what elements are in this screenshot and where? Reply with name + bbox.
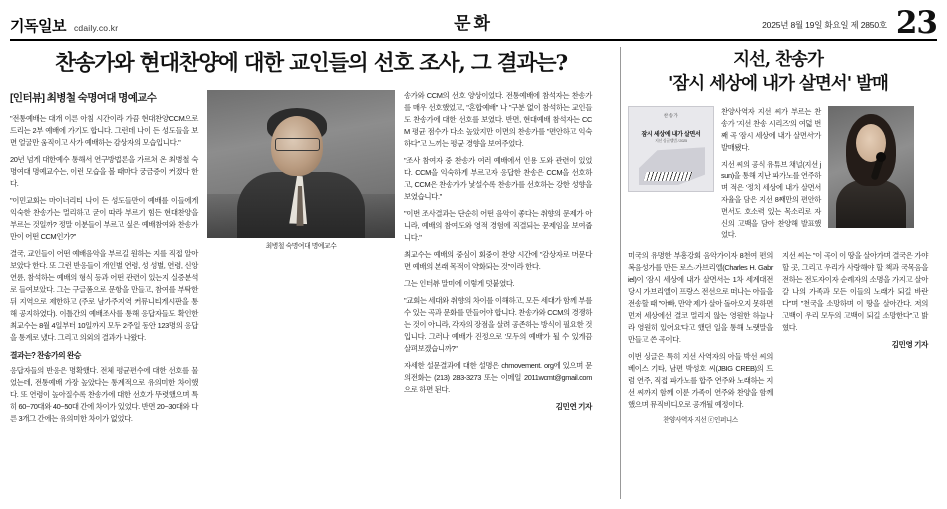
- right-intro-column: [721, 106, 821, 246]
- interview-tag: [인터뷰] 최병철 숙명여대 명예교수: [10, 91, 157, 104]
- right-headline-line2: '잠시 세상에 내가 살면서' 발매: [668, 73, 888, 94]
- left-article: [10, 47, 620, 499]
- paragraph: "이번 조사결과는 단순히 어떤 음악이 좋다는 취향의 문제가 아니라, 예배의 참여도와 영적 경험에 직결되는 문제임을 보여줍니다.": [404, 208, 592, 242]
- paragraph: 결국, 교인들이 어떤 예배음악을 부르길 원하는 지를 직접 알아보았다 한다. 또 그런 반응들이 개인별 연령, 성 성별, 연령, 신앙 연륜, 참석하는 예배의 형식 등과 어떤 관련이 있는지 실증분석로 들여보았다. 그는 구글폼으로 문항을 만들고, 참여를 부탁한 뒤 지역으로 제한하고 (주로 남가주지역 커뮤니티게시판을 통해 공지하였다). 이틀간의 예배조사를 통해 응답자들도 확인한 최교수는 8월 4일부터 10일까지 모두 2주일 동안 123명의 응답을 통계로 냈다. 그리고 의외의 결과가 나왔다.: [10, 248, 198, 342]
- paragraph: "교회는 세대와 취향의 차이를 이해하고, 모든 세대가 함께 부를 수 있는 곡과 문화를 만들어야 합니다. 찬송가와 CCM의 경쟁하는 것이 아니라, 각자의 장점을 살려 공존하는 방식이 필요한 것입니다. 그러나 예배가 진정으로 '모두의 예배'가 될 수 있게끔 살펴보겠습니까?": [404, 295, 592, 353]
- paragraph: 그는 인터뷰 말미에 이렇게 덧붙였다.: [404, 278, 515, 288]
- right-column-1: [628, 250, 773, 426]
- page-body: [10, 47, 937, 499]
- masthead: [10, 4, 937, 41]
- paragraph: 최교수는 예배의 중심이 회중이 찬양 시간에 "감상자로 머문다면 예배의 본래 목적이 약화되는 것"이라 한다.: [404, 249, 592, 271]
- right-intro-text: [721, 106, 821, 241]
- paragraph: "조사 참여자 중 찬송가 여러 예배에서 인용 도와 관련이 있었다. CCM을 익숙하게 부르고자 응답한 찬송은 CCM을 선호하고, CCM은 찬송가가 낯설수록 찬송가를 선호하는 강한 성향을 보였습니다.": [404, 155, 592, 201]
- right-headline: [628, 49, 928, 96]
- paragraph: 지선 씨의 공식 유튜브 채널(지선 jsun)을 통해 지난 파가노를 연주하며 적은 '정치 세상에 내가 살면서 자율을 담은 지선 8째만의 편안하면서도 호소력 있는 목소리로 자신의 고백을 담아 찬양해 발표했었다.: [721, 159, 821, 240]
- singer-photo-caption: 찬양사역자 지선 ⓒ인퍼니스: [663, 416, 738, 424]
- right-photo-group: [628, 106, 928, 246]
- paragraph: 20년 넘게 대한예수 통해서 연구방법론을 가르쳐 온 최병철 숙명여대 명예교수는, 이런 모습을 볼 때마다 궁금증이 커졌다 한다.: [10, 154, 198, 188]
- right-column-2: [782, 250, 928, 426]
- paragraph: "이민교회는 마이너리티 나이 든 성도들만이 예배를 이들에게 익숙한 찬송가는 멀리하고 굳이 따라 부르기 힘든 현대찬양을 부르는 것일까? 정말 이분들이 부르고 싶은 예배참여와 찬송가만이 어떤 CCM인가?": [10, 195, 198, 241]
- masthead-divider: [10, 39, 937, 41]
- left-column-3: [404, 90, 592, 430]
- section-title: 문화: [454, 14, 493, 34]
- paragraph: 자세한 설문결과에 대한 설명은 chmovement. org에 있으며 문의전화는 (213) 283-3273 또는 이메일 2011wcmt@gmail.com으로 하면 된다.: [404, 360, 592, 394]
- paragraph: 송가와 CCM의 선호 양상이었다. 전통예배에 참석자는 찬송가를 매우 선호했었고, "혼합예배" 나 "구분 없이 참석하는 교인들도 찬송가에 대한 선호를 보였다. 반면, 현대예배 참석자는 CCM 평균 점수가 다소 높았지만 이면의 찬송가를 "편안하고 익숙하다"고 느끼는 평균 경향을 보여주었다.: [404, 90, 592, 148]
- album-cover-photo: [628, 106, 714, 192]
- left-column-1: [10, 90, 198, 430]
- page-number: 23: [895, 4, 937, 41]
- paragraph: 미국의 유명한 부흥강회 음악가이자 8천여 편의 복음성가를 만든 로스·가브리엘(Charles H. Gabriel)이 '잠시 세상에 내가 살면서는 1차 세계대전 당시 가브리엘이 프랑스 전선으로 떠나는 아들을 전송할 때 "아빠, 만약 제가 살아 돌아오지 못하면 먼저 세상에선 결코 멀리지 않는 영원한 하늘나라 영원히 있어요'다고 했던 일을 통해 노랫말을 만들고 쓴 곡이다.: [628, 251, 773, 345]
- issue-date: 2025년 8월 19일 화요일 제 2850호: [762, 20, 887, 30]
- left-columns: [10, 90, 612, 430]
- left-headline: 찬송가와 현대찬양에 대한 교인들의 선호 조사, 그 결과는?: [55, 51, 567, 76]
- paragraph: "전통예배는 대개 이른 아침 시간이라 가끔 현대찬양CCM으로 드리는 2부 예배에 가기도 합니다. 그런데 나이 든 성도들을 보면 얼굴만 움직이고 사가 예배하는 감상자의 모습입니다.": [10, 113, 198, 147]
- singer-photo-wrap: [828, 106, 914, 246]
- left-byline: 김민연 기자: [555, 401, 592, 411]
- publication-logo: 기독일보: [10, 17, 66, 35]
- paragraph: 지선 씨는 "이 곡이 이 땅을 살아가며 결국은 가야 할 곳, 그리고 우리가 사랑해야 할 책과 국목음을 전하는 전도자이자 순례자의 소명을 가지고 살아갈 나의 가족과 모든 이들의 노래가 되길 바란다"며 "천국을 소망하며 이 땅을 살아간다. 저의 고백이 우리 모두의 고백이 되길 소망한다"고 밝혔다.: [782, 251, 928, 333]
- column-divider: [620, 47, 621, 499]
- album-cover-title: 잠시 세상에 내가 살면서: [641, 132, 701, 139]
- interviewee-photo: [207, 90, 395, 238]
- left-subhead: 결과는? 찬송가의 완승: [10, 350, 81, 360]
- paragraph: 응답자들의 반응은 명확했다. 전체 평균편수에 대한 선호를 물었는데, 전통예배 가장 높았다는 통계적으로 유의미한 차이했다. 또 연령이 높아질수록 찬송가에 대한 선호가 뚜렷했으며 특히 60~70대와 40~50대 간에 차이가 있었다. 반면 20~30대와 다른 3개그 간에는 유의미한 차이가 없었다.: [10, 366, 198, 424]
- right-columns: [628, 250, 928, 426]
- piano-keys-icon: [644, 172, 693, 181]
- left-column-2: [207, 90, 395, 430]
- singer-photo: [828, 106, 914, 228]
- paragraph: 찬양사역자 지선 씨가 부르는 찬송가 '지선 찬송 시리즈'의 여덟 번째 곡 '잠시 세상에 내가 살면서'가 발매됐다.: [721, 107, 821, 152]
- masthead-right: [762, 4, 937, 41]
- album-photo-wrap: [628, 106, 714, 246]
- publication-url[interactable]: cdaily.co.kr: [73, 23, 119, 33]
- album-cover-small-title: 찬송가: [663, 113, 679, 119]
- right-byline: 김민영 기자: [891, 340, 928, 350]
- right-article: [628, 47, 928, 499]
- right-headline-line1: 지선, 찬송가: [733, 50, 823, 70]
- paragraph: 이번 싱글은 특히 지선 사역자의 아들 박선 씨의 베이스 기타, 남편 박성호 씨(JBIG CREB)의 드럼 연주, 직접 파가노를 합주 연주와 노래하는 지선 씨까지 함께 이룬 가족이 연주와 찬양을 함께했으며 뮤직비디오로 공개될 예정이다.: [628, 352, 773, 409]
- interviewee-photo-caption: 최병철 숙명여대 명예교수: [265, 242, 337, 250]
- album-cover-subtitle: 지선 싱글앨범 / 2025: [655, 139, 687, 144]
